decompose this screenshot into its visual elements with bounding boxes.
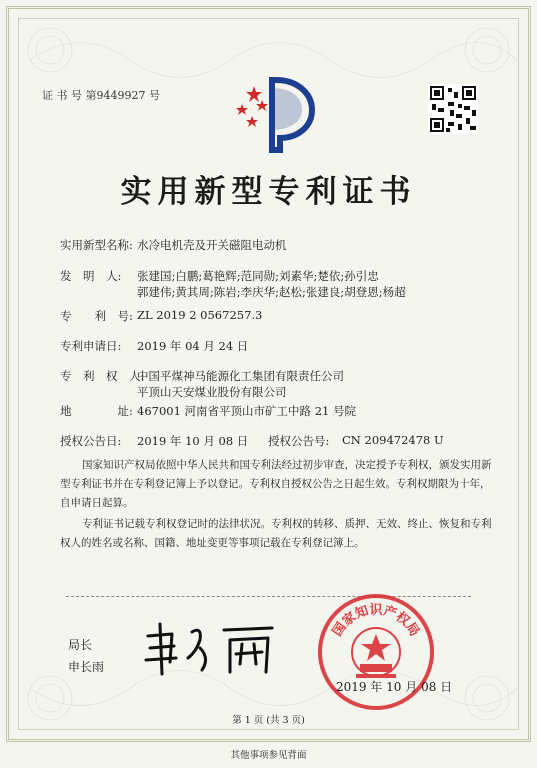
field-value-patentee: 中国平煤神马能源化工集团有限责任公司 (137, 369, 344, 383)
announce-date-label: 授权公告日: (60, 434, 122, 448)
patent-office-logo-icon (228, 72, 324, 154)
paragraph-record: 专利证书记载专利权登记时的法律状况。专利权的转移、质押、无效、终止、恢复和专利权人的姓名或名称、国籍、地址变更等事项记载在专利登记簿上。 (60, 518, 492, 549)
field-value-patentee-2: 平顶山天安煤业股份有限公司 (137, 385, 287, 399)
field-label-address: 地 址: (60, 404, 133, 418)
field-value-inventors-2: 郭建伟;黄其周;陈岩;李庆华;赵松;张建良;胡登恩;杨超 (137, 285, 406, 299)
field-value-application-date: 2019 年 04 月 24 日 (137, 339, 249, 353)
seal-date: 2019 年 10 月 08 日 (336, 680, 453, 694)
field-value-patent-number: ZL 2019 2 0567257.3 (137, 308, 263, 322)
certificate-title: 实用新型专利证书 (120, 174, 417, 210)
announce-number-label: 授权公告号: (268, 434, 330, 448)
field-label-application-date: 专利申请日: (60, 339, 122, 353)
field-label-name: 实用新型名称: (60, 238, 133, 252)
field-value-address: 467001 河南省平顶山市矿工中路 21 号院 (137, 404, 356, 418)
field-value-name: 水冷电机壳及开关磁阻电动机 (137, 238, 287, 252)
paragraph-grant: 国家知识产权局依照中华人民共和国专利法经过初步审查，决定授予专利权，颁发实用新型专利证书并在专利登记簿上予以登记。专利权自授权公告之日起生效。专利权期限为十年，自申请日起算。 (60, 459, 492, 509)
field-label-patentee: 专 利 权 人: (60, 369, 145, 383)
qr-code-icon (428, 84, 478, 134)
field-label-inventors: 发 明 人: (60, 269, 122, 283)
signature-title-1: 局长 (68, 638, 93, 652)
seal-text: 国家知识产权局 (330, 603, 422, 640)
field-value-inventors: 张建国;白鹏;葛艳辉;范同勋;刘素华;楚依;孙引忠 (137, 269, 379, 283)
field-label-patent-number: 专 利 号: (60, 309, 133, 323)
certificate-number: 证 书 号 第9449927 号 (42, 89, 160, 102)
footer-note: 其他事项参见背面 (230, 750, 307, 761)
page-indicator: 第 1 页 (共 3 页) (232, 715, 305, 726)
announce-number-value: CN 209472478 U (342, 433, 444, 447)
signature-title-2: 申长雨 (68, 660, 105, 674)
handwritten-signature (140, 618, 280, 678)
announce-date-value: 2019 年 10 月 08 日 (137, 434, 249, 448)
